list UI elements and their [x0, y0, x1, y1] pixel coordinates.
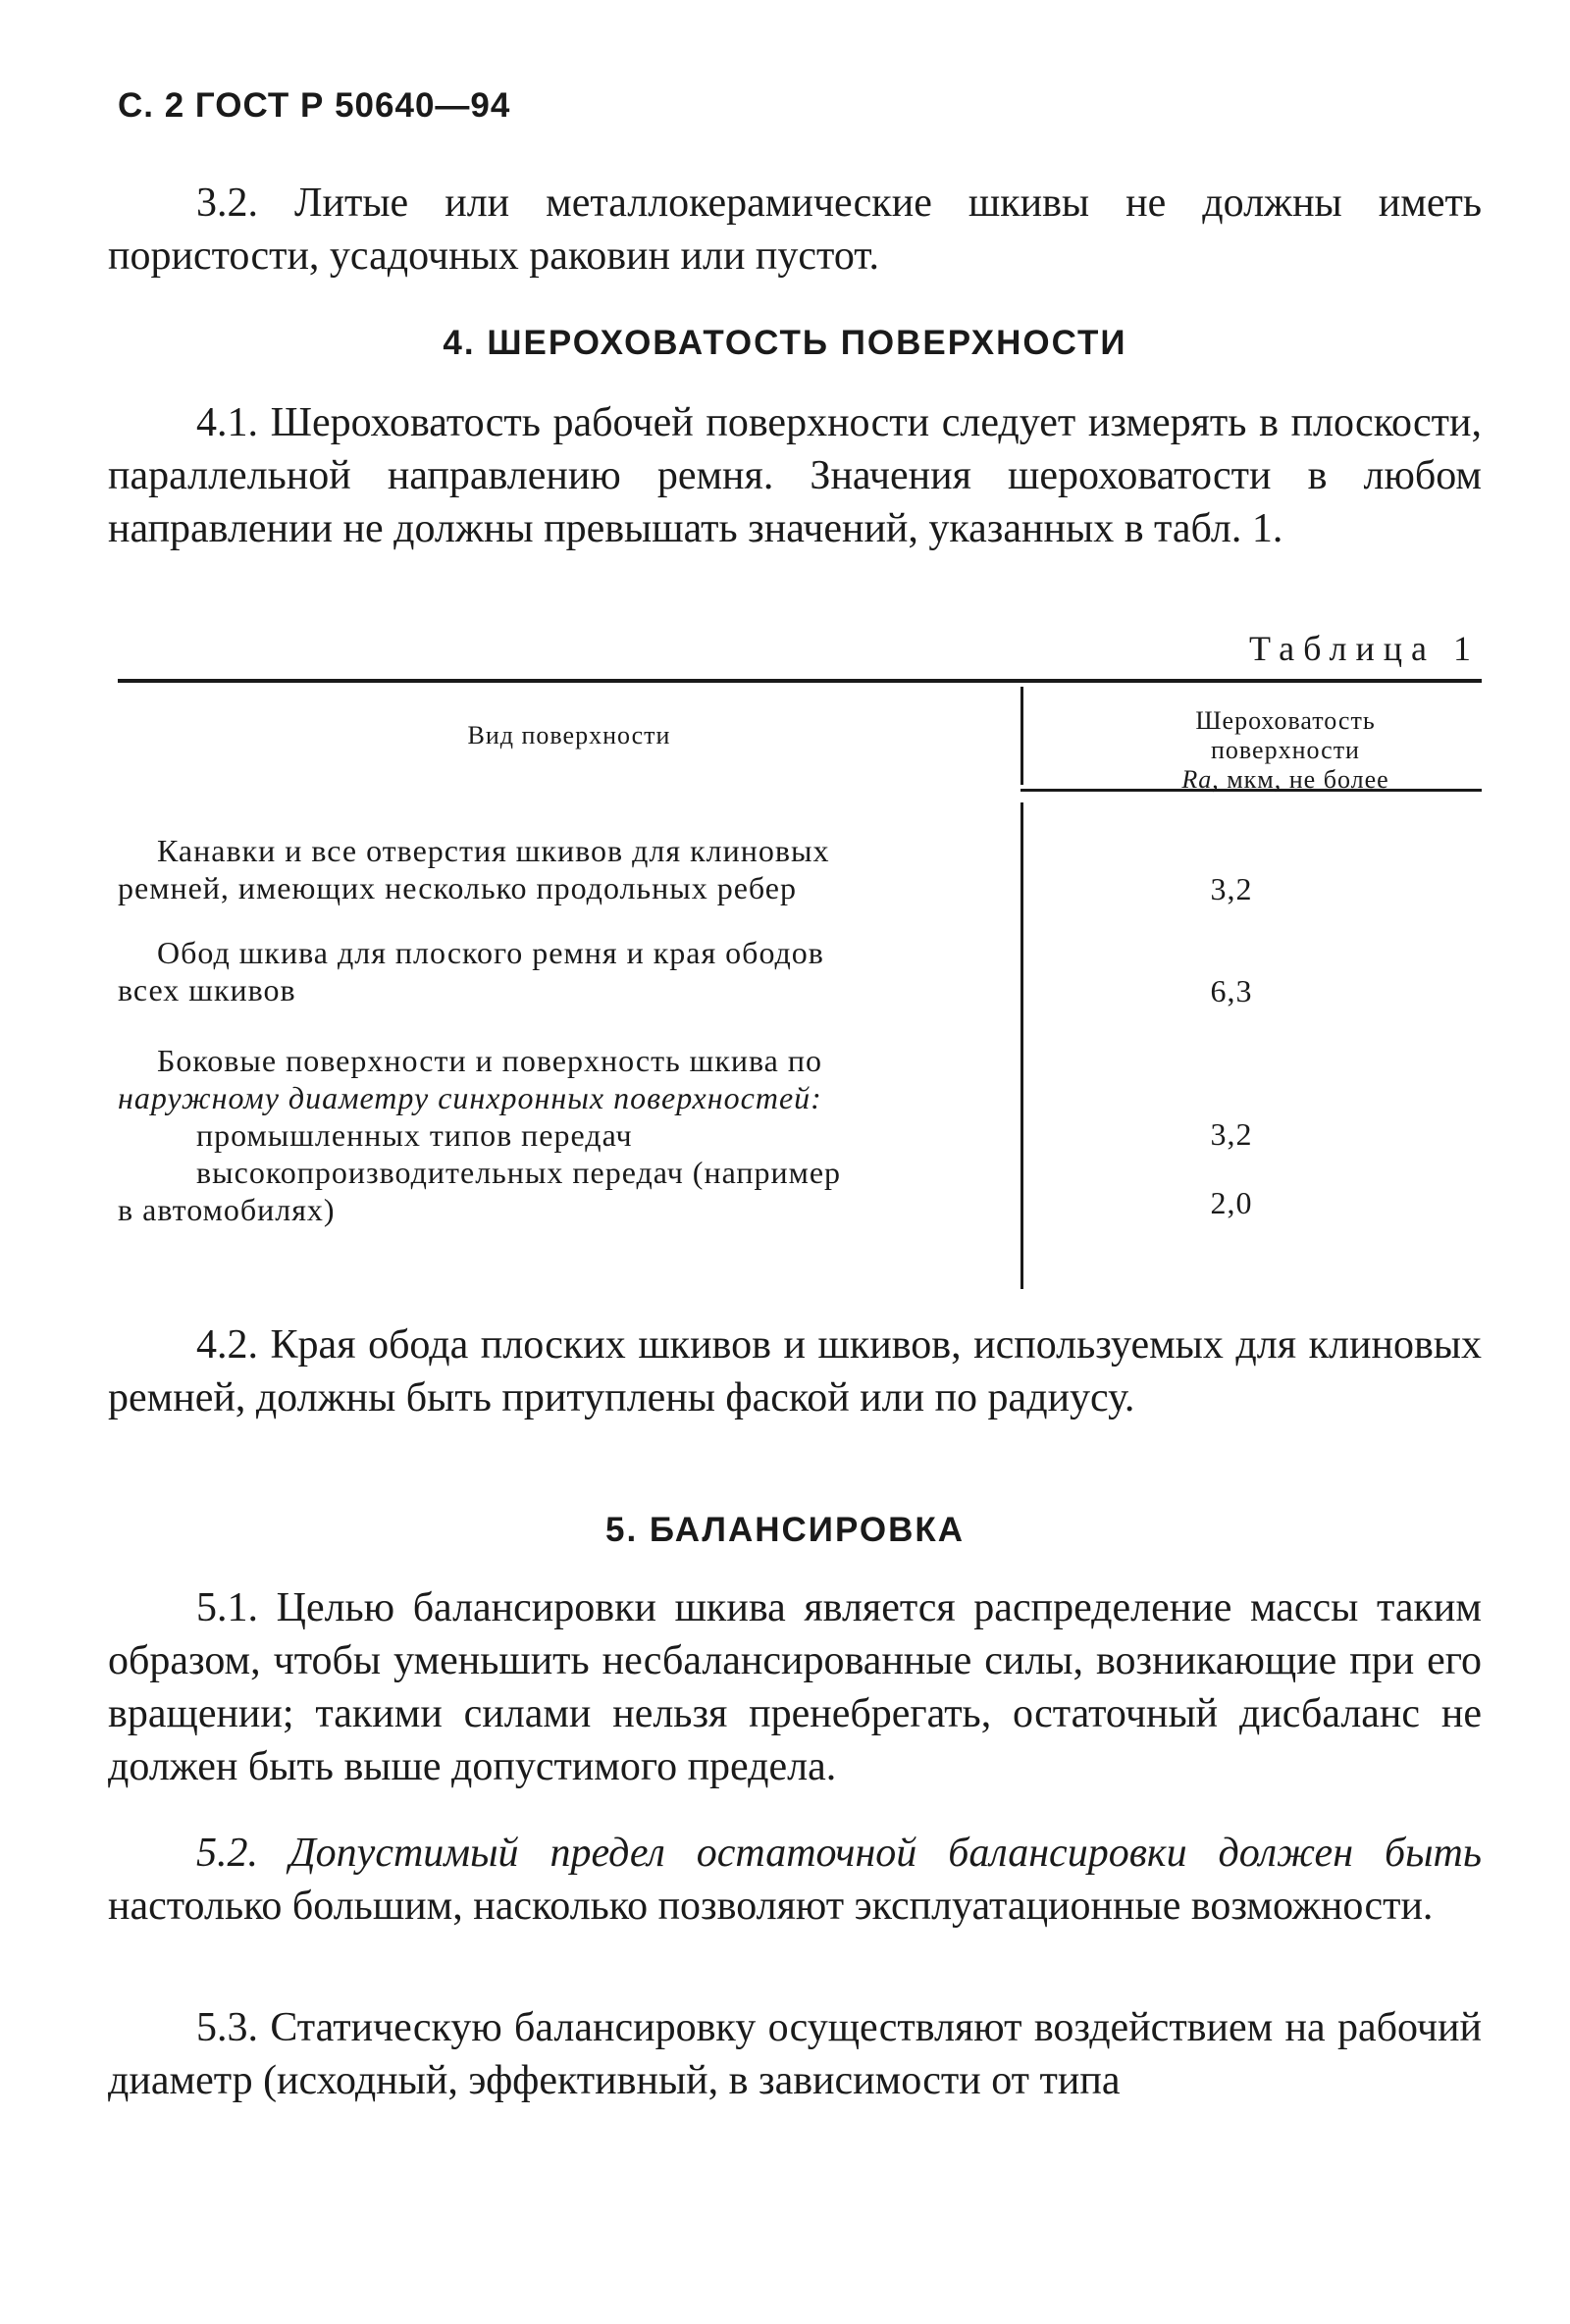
paragraph-4-2: 4.2. Края обода плоских шкивов и шкивов, используемых для клиновых ремней, должны быть притуплены фаской или по радиусу. [108, 1322, 1482, 1420]
section-5-heading: 5. БАЛАНСИРОВКА [604, 1511, 965, 1549]
table-header-divider [1020, 687, 1023, 785]
table-row-text-line: ремней, имеющих несколько продольных ребер [118, 870, 797, 905]
paragraph-3-2: 3.2. Литые или металлокерамические шкивы не должны иметь пористости, усадочных раковин или пустот. [108, 181, 1482, 279]
paragraph-5-2-italic: 5.2. Допустимый предел остаточной балансировки должен быть [196, 1831, 1482, 1876]
paragraph-5-2-rest: настолько большим, насколько позволяют эксплуатационные возможности. [108, 1884, 1434, 1929]
column-header-roughness-line3: , мкм, не более [1212, 765, 1389, 794]
table-body-divider [1020, 802, 1023, 1289]
table-top-rule [118, 679, 1482, 683]
table-row-subitem-industrial: промышленных типов передач [196, 1117, 633, 1153]
table-row-flat-rim-text [118, 934, 981, 1008]
page-header: С. 2 ГОСТ Р 50640—94 [118, 86, 511, 125]
table-row-text-line: Канавки и все отверстия шкивов для клиновых [157, 833, 830, 868]
section-4-heading: 4. ШЕРОХОВАТОСТЬ ПОВЕРХНОСТИ [443, 324, 1127, 362]
column-header-roughness-line2: поверхности [1211, 736, 1360, 764]
paragraph-4-1: 4.1. Шероховатость рабочей поверхности следует измерять в плоскости, параллельной направлению ремня. Значения шероховатости в любом направлении не должны превышать значений, указанных в табл. 1. [108, 400, 1482, 551]
column-header-roughness [1138, 706, 1433, 795]
table-caption: Таблица 1 [1249, 629, 1480, 668]
table-row-grooves-value: 3,2 [1210, 871, 1253, 906]
table-row-text-line: всех шкивов [118, 972, 296, 1007]
paragraph-5-1: 5.1. Целью балансировки шкива является распределение массы таким образом, чтобы уменьшить несбалансированные силы, возникающие при его вращении; такими силами нельзя пренебрегать, остаточный дисбаланс не должен быть выше допустимого предела. [108, 1585, 1482, 1789]
column-header-surface-type: Вид поверхности [467, 721, 671, 749]
table-row-subitem-high-performance: высокопроизводительных передач (например [196, 1155, 842, 1190]
table-row-side-surfaces-text [118, 1042, 981, 1228]
table-row-subitem-high-performance-cont: в автомобилях) [118, 1192, 336, 1227]
column-header-ra-symbol: Ra [1181, 765, 1213, 794]
paragraph-5-3: 5.3. Статическую балансировку осуществляют воздействием на рабочий диаметр (исходный, эффективный, в зависимости от типа [108, 2005, 1482, 2103]
table-row-text-line: Обод шкива для плоского ремня и края ободов [157, 935, 824, 970]
paragraph-5-2 [108, 1827, 1482, 1933]
table-row-text-line: Боковые поверхности и поверхность шкива по [157, 1043, 822, 1078]
column-header-roughness-line1: Шероховатость [1195, 706, 1376, 735]
table-row-grooves-text [118, 832, 981, 906]
table-row-high-performance-value: 2,0 [1210, 1185, 1253, 1220]
table-row-text-line: наружному диаметру синхронных поверхностей: [118, 1080, 822, 1115]
table-row-flat-rim-value: 6,3 [1210, 973, 1253, 1008]
table-row-industrial-value: 3,2 [1210, 1116, 1253, 1152]
